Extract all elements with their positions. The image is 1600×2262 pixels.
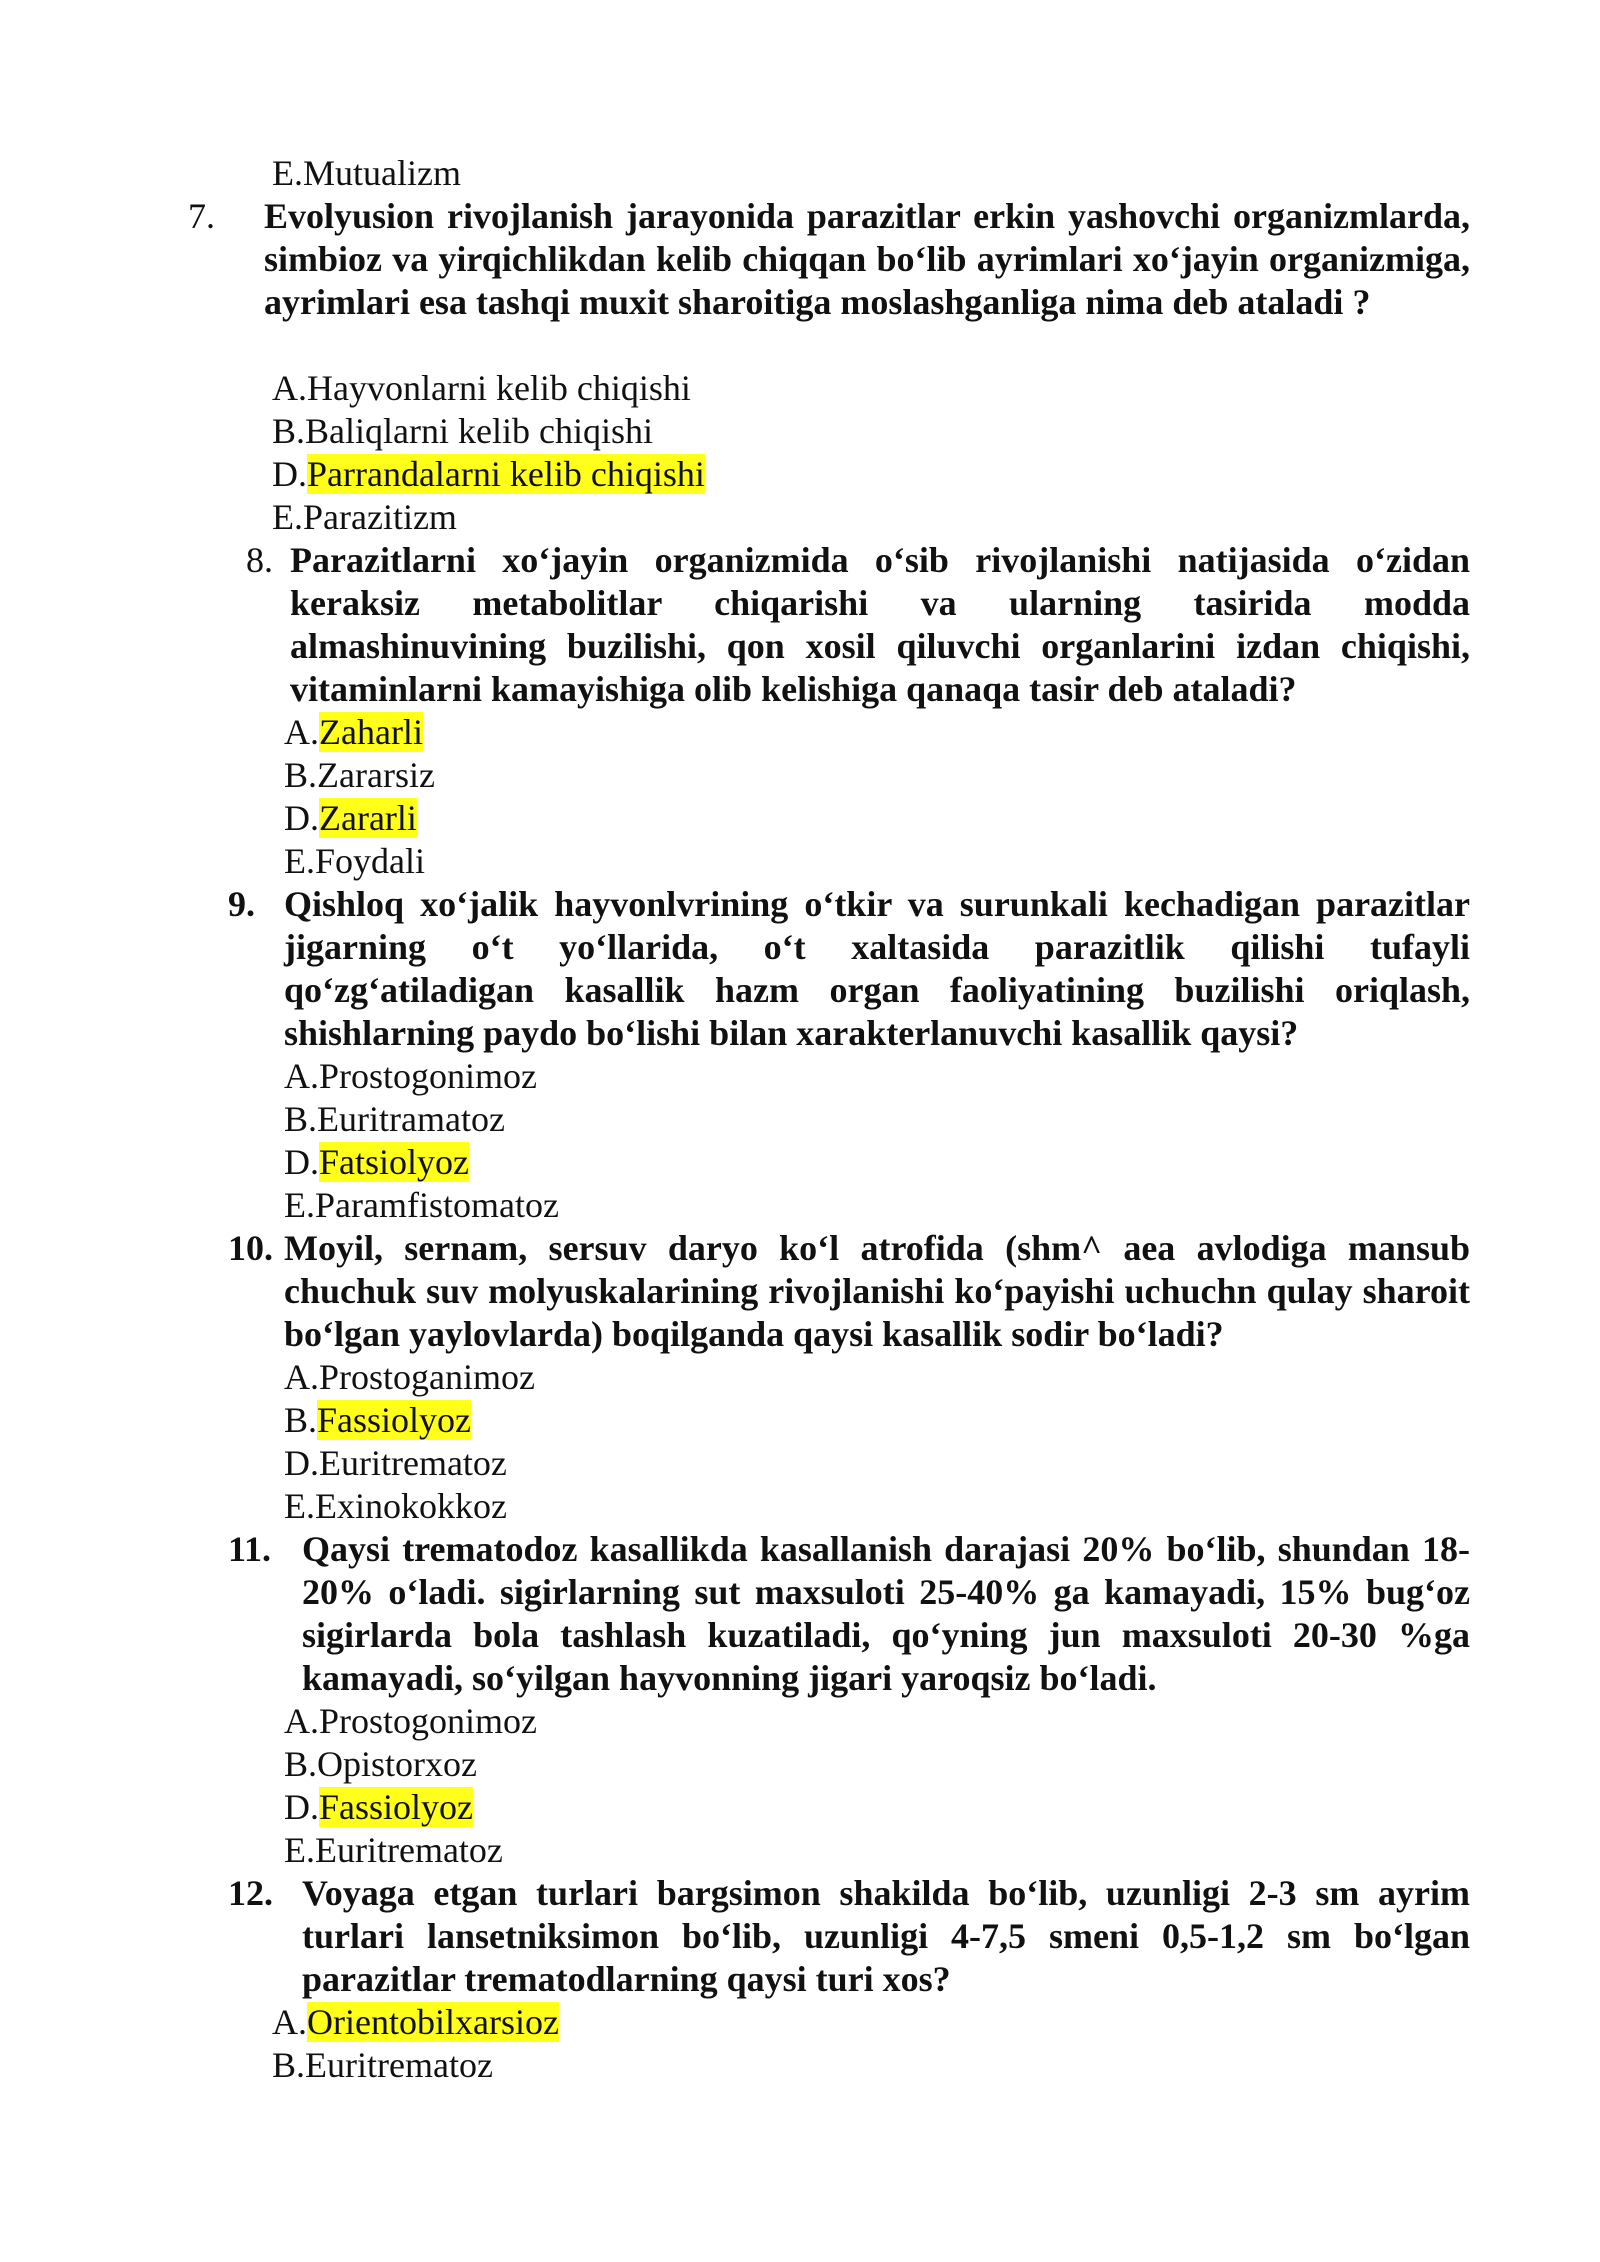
question-text: Moyil, sernam, sersuv daryo ko‘l atrofida (shm^ aea avlodiga mansub chuchuk suv molyuskalarining rivojlanishi ko‘payishi uchuchn qulay sharoit bo‘lgan yaylovlarda) boqilganda qaysi kasallik sodir bo‘ladi? (284, 1228, 1470, 1354)
option-text: Prostogonimoz (319, 1701, 538, 1741)
option-text: Exinokokkoz (315, 1486, 507, 1526)
option-text-highlighted: Fassiolyoz (317, 1400, 472, 1440)
option-letter: B. (284, 1400, 318, 1440)
option-text-highlighted: Zararli (319, 798, 417, 838)
option (284, 840, 425, 883)
option-letter: E. (284, 1486, 315, 1526)
option (284, 1485, 507, 1528)
option (284, 797, 417, 840)
option-text: Parazitizm (303, 497, 457, 537)
option-E-prev (272, 152, 461, 195)
option-letter: A. (284, 1357, 319, 1397)
option (284, 1700, 537, 1743)
option (284, 1184, 559, 1227)
option-letter: A. (272, 2002, 307, 2042)
option (284, 1141, 469, 1184)
option-text: Euritrematoz (315, 1830, 503, 1870)
option-text: Foydali (315, 841, 426, 881)
option-letter: E. (272, 497, 303, 537)
option-letter: A. (272, 368, 307, 408)
option-text-highlighted: Orientobilxarsioz (307, 2002, 559, 2042)
option-text: Euritrematoz (319, 1443, 507, 1483)
option (272, 2001, 559, 2044)
option (284, 1829, 503, 1872)
question-text: Evolyusion rivojlanish jarayonida parazitlar erkin yashovchi organizmlarda, simbioz va yirqichlikdan kelib chiqqan bo‘lib ayrimlari xo‘jayin organizmiga, ayrimlari esa tashqi muxit sharoitiga moslashganliga nima deb ataladi ? (264, 196, 1470, 322)
option-text: Baliqlarni kelib chiqishi (305, 411, 653, 451)
option-text: Euritrematoz (305, 2045, 493, 2085)
option-text-highlighted: Parrandalarni kelib chiqishi (307, 454, 705, 494)
option (284, 711, 423, 754)
question-text: Qishloq xo‘jalik hayvonlvrining o‘tkir va surunkali kechadigan parazitlar jigarning o‘t yo‘llarida, o‘t xaltasida parazitlik qilishi tufayli qo‘zg‘atiladigan kasallik hazm organ faoliyatining buzilishi oriqlash, shishlarning paydo bo‘lishi bilan xarakterlanuvchi kasallik qaysi? (284, 884, 1470, 1053)
question-number: 12. (228, 1873, 273, 1913)
option-letter: D. (284, 798, 319, 838)
question-number: 10. (228, 1228, 273, 1268)
option (272, 410, 653, 453)
option (284, 1098, 505, 1141)
option-letter: E. (284, 1185, 315, 1225)
question-number: 9. (228, 884, 255, 924)
option-text: Zararsiz (317, 755, 435, 795)
option-text-highlighted: Fatsiolyoz (319, 1142, 469, 1182)
option-text: Hayvonlarni kelib chiqishi (307, 368, 691, 408)
question-text: Voyaga etgan turlari bargsimon shakilda bo‘lib, uzunligi 2-3 sm ayrim turlari lansetniksimon bo‘lib, uzunligi 4-7,5 smeni 0,5-1,2 sm bo‘lgan parazitlar trematodlarning qaysi turi xos? (302, 1873, 1470, 1999)
option-letter: D. (284, 1787, 319, 1827)
question-number: 7. (188, 196, 215, 236)
question-number: 11. (228, 1529, 272, 1569)
option-letter: A. (284, 1701, 319, 1741)
question-number: 8. (246, 540, 273, 580)
option (284, 1399, 471, 1442)
option-letter: A. (284, 1056, 319, 1096)
option-letter: B. (272, 2045, 306, 2085)
option-letter: A. (284, 712, 319, 752)
option-letter: D. (272, 454, 307, 494)
option-letter: B. (284, 1099, 318, 1139)
option (284, 1743, 477, 1786)
option-text-highlighted: Fassiolyoz (319, 1787, 474, 1827)
option-text: Opistorxoz (317, 1744, 477, 1784)
option-letter: E. (272, 153, 303, 193)
option (284, 1786, 473, 1829)
option-letter: D. (284, 1443, 319, 1483)
option-text: Prostoganimoz (319, 1357, 535, 1397)
option-text: Euritramatoz (317, 1099, 505, 1139)
question-text: Qaysi trematodoz kasallikda kasallanish darajasi 20% bo‘lib, shundan 18-20% o‘ladi. sigirlarning sut maxsuloti 25-40% ga kamayadi, 15% bug‘oz sigirlarda bola tashlash kuzatiladi, qo‘yning jun maxsuloti 20-30 %ga kamayadi, so‘yilgan hayvonning jigari yaroqsiz bo‘ladi. (302, 1529, 1470, 1698)
question-text: Parazitlarni xo‘jayin organizmida o‘sib rivojlanishi natijasida o‘zidan keraksiz metabolitlar chiqarishi va ularning tasirida modda almashinuvining buzilishi, qon xosil qiluvchi organlarini izdan chiqishi, vitaminlarni kamayishiga olib kelishiga qanaqa tasir deb ataladi? (290, 540, 1470, 709)
option-letter: B. (284, 1744, 318, 1784)
option-letter: B. (272, 411, 306, 451)
option-letter: D. (284, 1142, 319, 1182)
option-letter: B. (284, 755, 318, 795)
option-text-highlighted: Zaharli (319, 712, 423, 752)
option (284, 1442, 507, 1485)
option-text: Mutualizm (303, 153, 461, 193)
option (272, 496, 457, 539)
option-letter: E. (284, 841, 315, 881)
option-text: Paramfistomatoz (315, 1185, 559, 1225)
option (284, 1055, 537, 1098)
option (272, 2044, 493, 2087)
option (272, 453, 705, 496)
option-letter: E. (284, 1830, 315, 1870)
option (284, 754, 435, 797)
option (272, 367, 691, 410)
option (284, 1356, 535, 1399)
option-text: Prostogonimoz (319, 1056, 538, 1096)
